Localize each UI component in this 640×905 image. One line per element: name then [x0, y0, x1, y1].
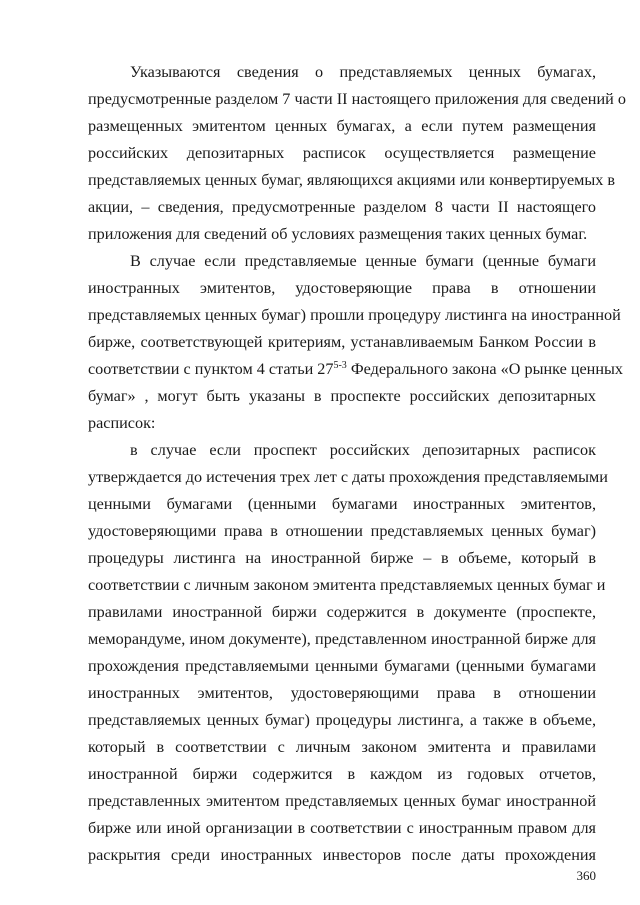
- text-line: бумаг» , могут быть указаны в проспекте российских депозитарных: [88, 387, 596, 405]
- page-number: 360: [576, 868, 596, 883]
- text-line: представляемых ценных бумаг, являющихся акциями или конвертируемых в: [88, 171, 616, 189]
- text-line: приложения для сведений об условиях размещения таких ценных бумаг.: [88, 225, 588, 243]
- text-line: бирже, соответствующей критериям, устанавливаемым Банком России в: [88, 333, 596, 351]
- text-span: соответствии с пунктом 4 статьи 27: [88, 360, 334, 378]
- text-line: удостоверяющими права в отношении представляемых ценных бумаг): [88, 522, 596, 540]
- text-line: правилами иностранной биржи содержится в документе (проспекте,: [88, 603, 596, 621]
- text-line: в случае если проспект российских депозитарных расписок: [130, 441, 596, 459]
- text-line: размещенных эмитентом ценных бумагах, а если путем размещения: [88, 117, 596, 135]
- text-line: меморандуме, ином документе), представленном иностранной бирже для: [88, 630, 596, 648]
- text-line: иностранной биржи содержится в каждом из годовых отчетов,: [88, 765, 596, 783]
- text-line: раскрытия среди иностранных инвесторов после даты прохождения: [88, 846, 596, 864]
- text-line: Указываются сведения о представляемых ценных бумагах,: [130, 63, 596, 81]
- text-line-with-superscript: [88, 359, 623, 379]
- text-span: Федерального закона «О рынке ценных: [346, 360, 623, 378]
- text-line: процедуры листинга на иностранной бирже – в объеме, который в: [88, 549, 596, 567]
- text-line: иностранных эмитентов, удостоверяющими права в отношении: [88, 684, 596, 702]
- text-line: прохождения представляемыми ценными бумагами (ценными бумагами: [88, 657, 596, 675]
- text-line: акции, – сведения, предусмотренные разделом 8 части II настоящего: [88, 198, 596, 216]
- text-line: расписок:: [88, 414, 156, 432]
- text-line: предусмотренные разделом 7 части II настоящего приложения для сведений о: [88, 90, 626, 108]
- text-line: В случае если представляемые ценные бумаги (ценные бумаги: [130, 252, 596, 270]
- text-line: соответствии с личным законом эмитента представляемых ценных бумаг и: [88, 576, 606, 594]
- text-line: российских депозитарных расписок осуществляется размещение: [88, 144, 596, 162]
- superscript: 5-3: [333, 360, 347, 371]
- text-line: который в соответствии с личным законом эмитента и правилами: [88, 738, 596, 756]
- text-line: представляемых ценных бумаг) процедуры листинга, а также в объеме,: [88, 711, 596, 729]
- text-line: представляемых ценных бумаг) прошли процедуру листинга на иностранной: [88, 306, 621, 324]
- text-line: представленных эмитентом представляемых ценных бумаг иностранной: [88, 792, 596, 810]
- text-line: иностранных эмитентов, удостоверяющие права в отношении: [88, 279, 596, 297]
- text-line: ценными бумагами (ценными бумагами иностранных эмитентов,: [88, 495, 596, 513]
- text-line: бирже или иной организации в соответствии с иностранным правом для: [88, 819, 596, 837]
- text-line: утверждается до истечения трех лет с даты прохождения представляемыми: [88, 468, 608, 486]
